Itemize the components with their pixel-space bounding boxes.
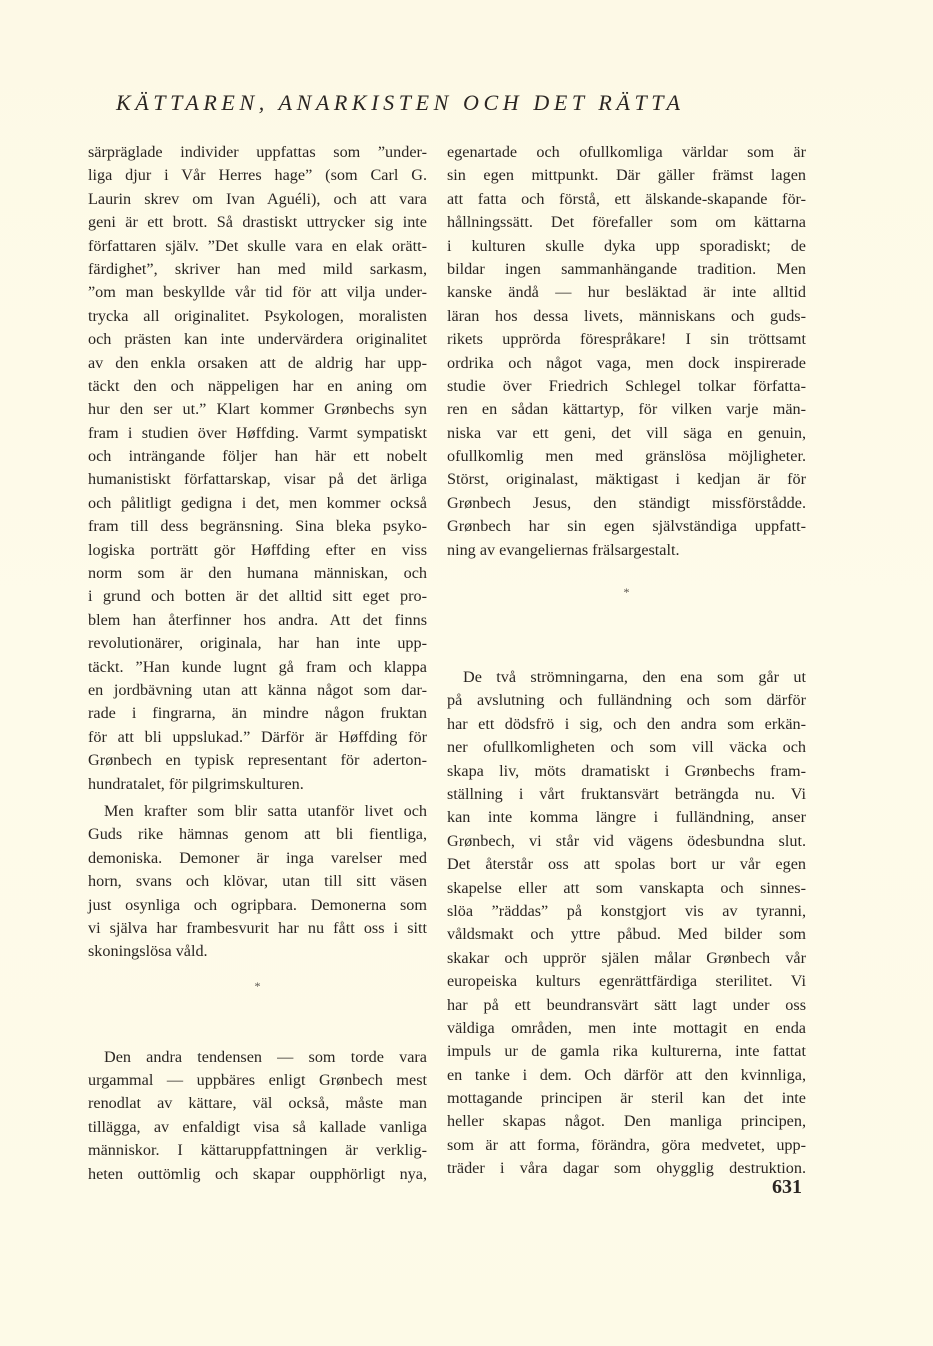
text-line: Grønbech, vi står vid vägens ödesbundna slut. bbox=[447, 831, 806, 850]
text-line: vi själva har frambesvurit har nu fått oss i sitt bbox=[88, 918, 427, 937]
text-line: Guds rike hämnas genom att bli fientliga, bbox=[88, 825, 427, 844]
text-line: för att bli uppslukad.” Därför är Høffding för bbox=[88, 727, 427, 746]
text-line: demoniska. Demoner är inga varelser med bbox=[88, 848, 427, 867]
text-line: europeiska kulturs egenrättfärdiga sterilitet. Vi bbox=[447, 972, 806, 991]
text-line: just osynliga och ogripbara. Demonerna som bbox=[88, 895, 427, 914]
text-line: människor. I kättaruppfattningen är verklig- bbox=[88, 1141, 427, 1160]
text-line: har på ett beundransvärt sätt lagt under oss bbox=[447, 995, 806, 1014]
text-line: och prästen kan inte undervärdera originalitet bbox=[88, 330, 427, 349]
text-line: läran hos dessa livets, människans och guds- bbox=[447, 306, 806, 325]
text-line: fram till dess begränsning. Sina bleka psyko- bbox=[88, 517, 427, 536]
section-separator-asterisk: * bbox=[254, 978, 261, 993]
text-line: logiska porträtt gör Høffding efter en viss bbox=[88, 540, 427, 559]
text-line: geni är ett brott. Så drastiskt uttrycker sig inte bbox=[88, 213, 427, 232]
text-line: har ett dödsfrö i sig, och den andra som erkän- bbox=[447, 714, 806, 733]
text-line: Men krafter som blir satta utanför livet och bbox=[104, 801, 427, 820]
text-line: ordrika och något vaga, men dock inspirerade bbox=[447, 353, 806, 372]
text-line: liga djur i Vår Herres hage” (som Carl G. bbox=[88, 166, 427, 185]
text-line: ning av evangeliernas frälsargestalt. bbox=[447, 540, 680, 559]
text-line: hur den ser ut.” Klart kommer Grønbechs syn bbox=[88, 400, 427, 419]
text-line: och pålitligt gedigna i det, men kommer också bbox=[88, 493, 427, 512]
text-line: att fatta och förstå, ett älskande-skapande för- bbox=[447, 189, 806, 208]
text-line: på avslutning och fulländning och som därför bbox=[447, 691, 806, 710]
text-line: sin egen mittpunkt. Där gäller främst lagen bbox=[447, 166, 806, 185]
text-line: Störst, originalast, mäktigast i kedjan är för bbox=[447, 470, 806, 489]
text-line: skoningslösa våld. bbox=[88, 942, 208, 961]
text-line: De två strömningarna, den ena som går ut bbox=[463, 668, 806, 687]
section-separator-asterisk: * bbox=[623, 585, 630, 600]
text-line: träder i våra dagar som ohygglig destruktion. bbox=[447, 1159, 806, 1178]
page-number: 631 bbox=[772, 1176, 802, 1198]
text-line: i grund och botten är det alltid sitt eget pro- bbox=[88, 587, 427, 606]
text-line: färdighet”, skriver han med mild sarkasm, bbox=[88, 259, 427, 278]
running-header: KÄTTAREN, ANARKISTEN OCH DET RÄTTA bbox=[116, 90, 685, 115]
text-line: väldiga områden, men inte mottagit en enda bbox=[447, 1018, 806, 1037]
text-line: heller skapas något. Den manliga principen, bbox=[447, 1112, 806, 1131]
text-line: i kulturen skulle dyka upp sporadiskt; de bbox=[447, 236, 806, 255]
text-line: och inträngande följer han här ett nobelt bbox=[88, 447, 427, 466]
text-line: Den andra tendensen — som torde vara bbox=[104, 1047, 427, 1066]
text-line: täckt den och näppeligen har en aning om bbox=[88, 376, 427, 395]
text-line: urgammal — uppbäres enligt Grønbech mest bbox=[88, 1071, 427, 1090]
text-line: skakar och upprör själen målar Grønbech vår bbox=[447, 948, 806, 967]
text-line: Grønbech en typisk representant för aderton- bbox=[88, 751, 427, 770]
text-line: rikets upprörda förespråkare! I sin tröttsamt bbox=[447, 330, 806, 349]
text-line: revolutionärer, originala, har han inte upp- bbox=[88, 634, 427, 653]
right-column bbox=[447, 141, 806, 1181]
text-line: ofullkomlig men med gränslösa möjligheter. bbox=[447, 447, 806, 466]
text-line: rade i fingrarna, än mindre någon fruktan bbox=[88, 704, 427, 723]
text-line: mottagande principen är steril kan det inte bbox=[447, 1089, 806, 1108]
text-line: blem han återfinner hos andra. Att det finns bbox=[88, 610, 427, 629]
text-line: Grønbech Jesus, den ständigt missförstådde. bbox=[447, 493, 806, 512]
text-line: hundratalet, för pilgrimskulturen. bbox=[88, 774, 304, 793]
text-line: skapa liv, möts dramatiskt i Grønbechs fram- bbox=[447, 761, 806, 780]
text-line: ren en sådan kättartyp, för vilken varje män- bbox=[447, 400, 806, 419]
text-line: författaren själv. ”Det skulle vara en elak orätt- bbox=[88, 236, 427, 255]
text-line: Det återstår oss att spolas bort ur vår egen bbox=[447, 855, 806, 874]
text-line: fram i studien över Høffding. Varmt sympatiskt bbox=[88, 423, 427, 442]
text-line: norm som är den humana människan, och bbox=[88, 564, 427, 583]
paragraph-block bbox=[88, 800, 427, 964]
text-line: ”om man beskyllde vår tid för att vilja under- bbox=[88, 283, 427, 302]
text-line: kanske ändå — hur besläktad är inte alltid bbox=[447, 283, 806, 302]
paragraph-block bbox=[88, 141, 427, 796]
text-line: en tanke i dem. Och därför att den kvinnliga, bbox=[447, 1065, 806, 1084]
text-line: slöa ”räddas” på konstgjort vis av tyranni, bbox=[447, 901, 806, 920]
text-line: kan inte komma längre i fulländning, anser bbox=[447, 808, 806, 827]
paragraph-block bbox=[447, 141, 806, 562]
text-line: täckt. ”Han kunde lugnt gå fram och klappa bbox=[88, 657, 427, 676]
text-line: horn, svans och klövar, utan till sitt väsen bbox=[88, 872, 427, 891]
text-line: bildar ingen sammanhängande tradition. Men bbox=[447, 259, 806, 278]
text-line: Laurin skrev om Ivan Aguéli), och att vara bbox=[88, 189, 427, 208]
text-line: tillägga, av enfaldigt visa så kallade vanliga bbox=[88, 1117, 427, 1136]
text-line: våldsmakt och yttre påbud. Med bilder som bbox=[447, 925, 806, 944]
left-column bbox=[88, 141, 427, 1186]
text-line: egenartade och ofullkomliga världar som är bbox=[447, 143, 806, 161]
text-line: särpräglade individer uppfattas som ”under- bbox=[88, 143, 427, 161]
text-line: ner ofullkomligheten och som vill väcka och bbox=[447, 738, 806, 757]
text-line: skapelse eller att som vanskapta och sinnes- bbox=[447, 878, 806, 897]
text-line: Grønbech har sin egen självständiga uppfatt- bbox=[447, 517, 806, 536]
text-line: humanistiskt författarskap, visar på det ärliga bbox=[88, 470, 427, 489]
text-line: impuls ur de gamla rika kulturerna, inte fattat bbox=[447, 1042, 806, 1061]
text-line: renodlat av kättare, väl också, måste man bbox=[88, 1094, 427, 1113]
text-line: trycka all originalitet. Psykologen, moralisten bbox=[88, 306, 427, 325]
text-line: ställning i vårt fruktansvärt beträngda nu. Vi bbox=[447, 784, 806, 803]
text-line: niska var ett geni, det vill säga en genuin, bbox=[447, 423, 806, 442]
text-line: studie över Friedrich Schlegel tolkar författa- bbox=[447, 376, 806, 395]
text-line: en jordbävning utan att känna något som dar- bbox=[88, 680, 427, 699]
paragraph-block bbox=[447, 666, 806, 1181]
paragraph-block bbox=[88, 1046, 427, 1186]
text-line: som är att forma, förändra, göra medvetet, upp- bbox=[447, 1135, 806, 1154]
text-line: hållningssätt. Det förefaller som om kättarna bbox=[447, 213, 806, 232]
text-line: av den enkla orsaken att de aldrig har upp- bbox=[88, 353, 427, 372]
text-line: heten outtömlig och skapar oupphörligt nya, bbox=[88, 1164, 427, 1183]
